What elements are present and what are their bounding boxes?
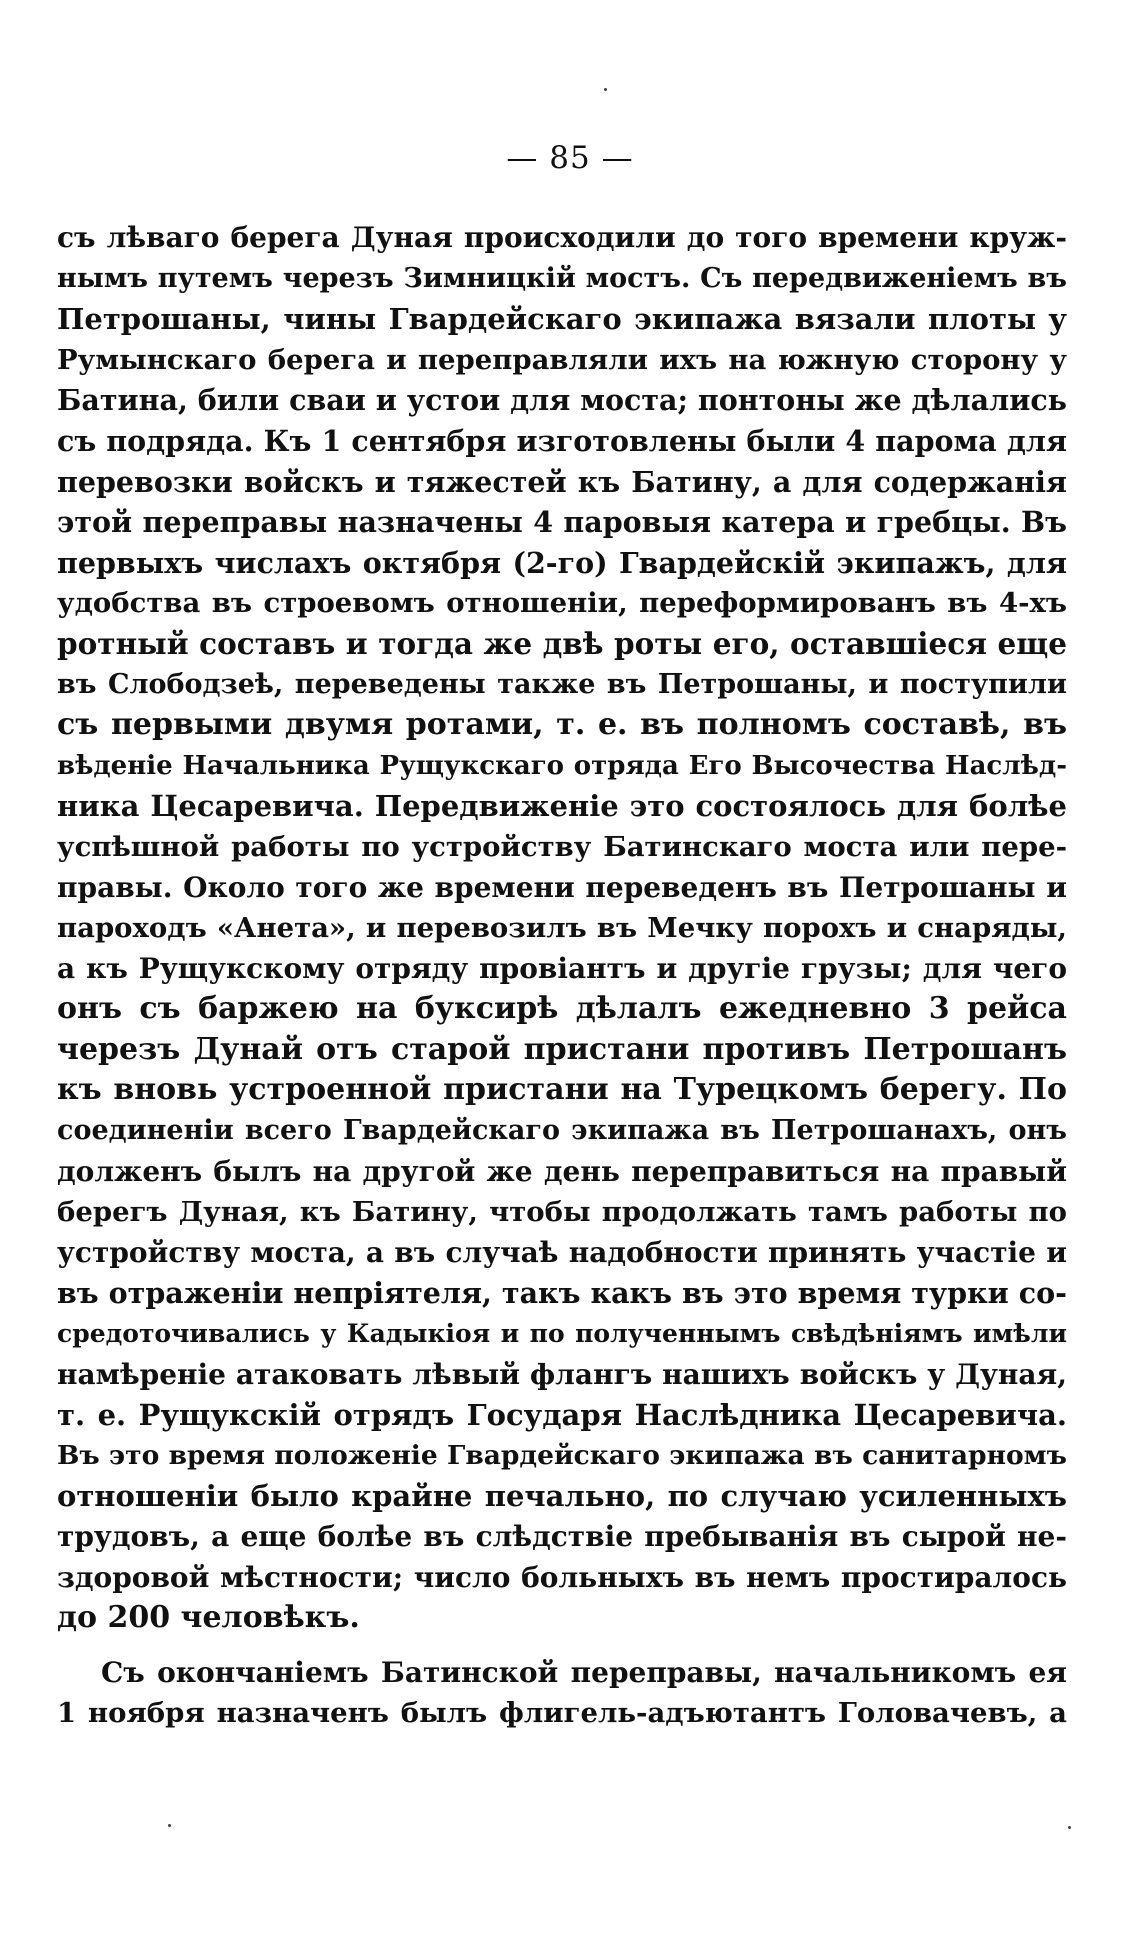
text-line: а къ Рущукскому отряду провіантъ и другіе грузы; для чего: [57, 951, 1067, 985]
paragraph-1: [57, 218, 1067, 1639]
text-line: къ вновь устроенной пристани на Турецкомъ берегу. По: [57, 1072, 1067, 1108]
text-line: успѣшной работы по устройству Батинскаго моста или пере-: [57, 830, 1067, 863]
text-line: Румынскаго берега и переправляли ихъ на южную сторону у: [57, 343, 1067, 376]
text-line: здоровой мѣстности; число больныхъ въ немъ простиралось: [57, 1560, 1067, 1594]
text-line: долженъ былъ на другой же день переправиться на правый: [57, 1154, 1067, 1188]
text-line: т. е. Рущукскій отрядъ Государя Наслѣдника Цесаревича.: [57, 1398, 1067, 1433]
text-line: съ подряда. Къ 1 сентября изготовлены были 4 парома для: [57, 423, 1067, 458]
text-line: удобства въ строевомъ отношеніи, переформированъ въ 4-хъ: [57, 587, 1067, 620]
text-line: средоточивались у Кадыкіоя и по полученнымъ свѣдѣніямъ имѣли: [57, 1319, 1067, 1349]
text-line: вѣденіе Начальника Рущукскаго отряда Его Высочества Наслѣд-: [57, 750, 1067, 781]
text-line: въ Слободзеѣ, переведены также въ Петрошаны, и поступили: [57, 668, 1067, 700]
text-line: этой переправы назначены 4 паровыя катера и гребцы. Въ: [57, 505, 1067, 540]
text-line: пароходъ «Анета», и перевозилъ въ Мечку порохъ и снаряды,: [57, 912, 1067, 945]
text-line: перевозки войскъ и тяжестей къ Батину, а для содержанія: [57, 464, 1067, 499]
text-line: онъ съ баржею на буксирѣ дѣлалъ ежедневно 3 рейса: [57, 991, 1067, 1027]
text-line: съ лѣваго берега Дуная происходили до того времени круж-: [57, 221, 1067, 254]
text-line: соединеніи всего Гвардейскаго экипажа въ Петрошанахъ, онъ: [57, 1115, 1067, 1147]
text-line: берегъ Дуная, къ Батину, чтобы продолжать тамъ работы по: [57, 1196, 1067, 1229]
text-line: трудовъ, а еще болѣе въ слѣдствіе пребыванія въ сырой не-: [57, 1520, 1067, 1553]
body-text: [57, 218, 1067, 1734]
text-line: Батина, били сваи и устои для моста; понтоны же дѣлались: [57, 383, 1068, 418]
page-number: — 85 —: [506, 140, 634, 176]
text-line: первыхъ числахъ октября (2-го) Гвардейскій экипажъ, для: [57, 545, 1067, 580]
paragraph-2: [57, 1653, 1067, 1734]
text-line: Петрошаны, чины Гвардейскаго экипажа вязали плоты у: [57, 302, 1067, 337]
text-line: ротный составъ и тогда же двѣ роты его, оставшіеся еще: [57, 625, 1067, 661]
paper-speck: [1068, 1826, 1071, 1829]
paper-speck: [604, 88, 607, 91]
text-line: Съ окончаніемъ Батинской переправы, начальникомъ ея: [101, 1655, 1067, 1689]
text-line: устройству моста, а въ случаѣ надобности принять участіе и: [57, 1235, 1067, 1269]
text-line: 1 ноября назначенъ былъ флигель-адъютантъ Головачевъ, а: [57, 1697, 1067, 1730]
text-line: намѣреніе атаковать лѣвый флангъ нашихъ войскъ у Дуная,: [57, 1357, 1067, 1391]
text-line: съ первыми двумя ротами, т. е. въ полномъ составѣ, въ: [57, 707, 1067, 743]
text-line: Въ это время положеніе Гвардейскаго экипажа въ санитарномъ: [57, 1439, 1067, 1471]
paper-speck: [168, 1824, 171, 1827]
text-line: правы. Около того же времени переведенъ въ Петрошаны и: [57, 870, 1067, 904]
text-line: отношеніи было крайне печально, по случаю усиленныхъ: [57, 1479, 1067, 1514]
text-line: черезъ Дунай отъ старой пристани противъ Петрошанъ: [57, 1031, 1067, 1067]
text-line: до 200 человѣкъ.: [57, 1600, 360, 1636]
text-line: въ отраженіи непріятеля, такъ какъ въ это время турки со-: [57, 1276, 1067, 1311]
text-line: нымъ путемъ черезъ Зимницкій мостъ. Съ передвиженіемъ въ: [57, 262, 1067, 294]
text-line: ника Цесаревича. Передвиженіе это состоялось для болѣе: [57, 789, 1067, 824]
